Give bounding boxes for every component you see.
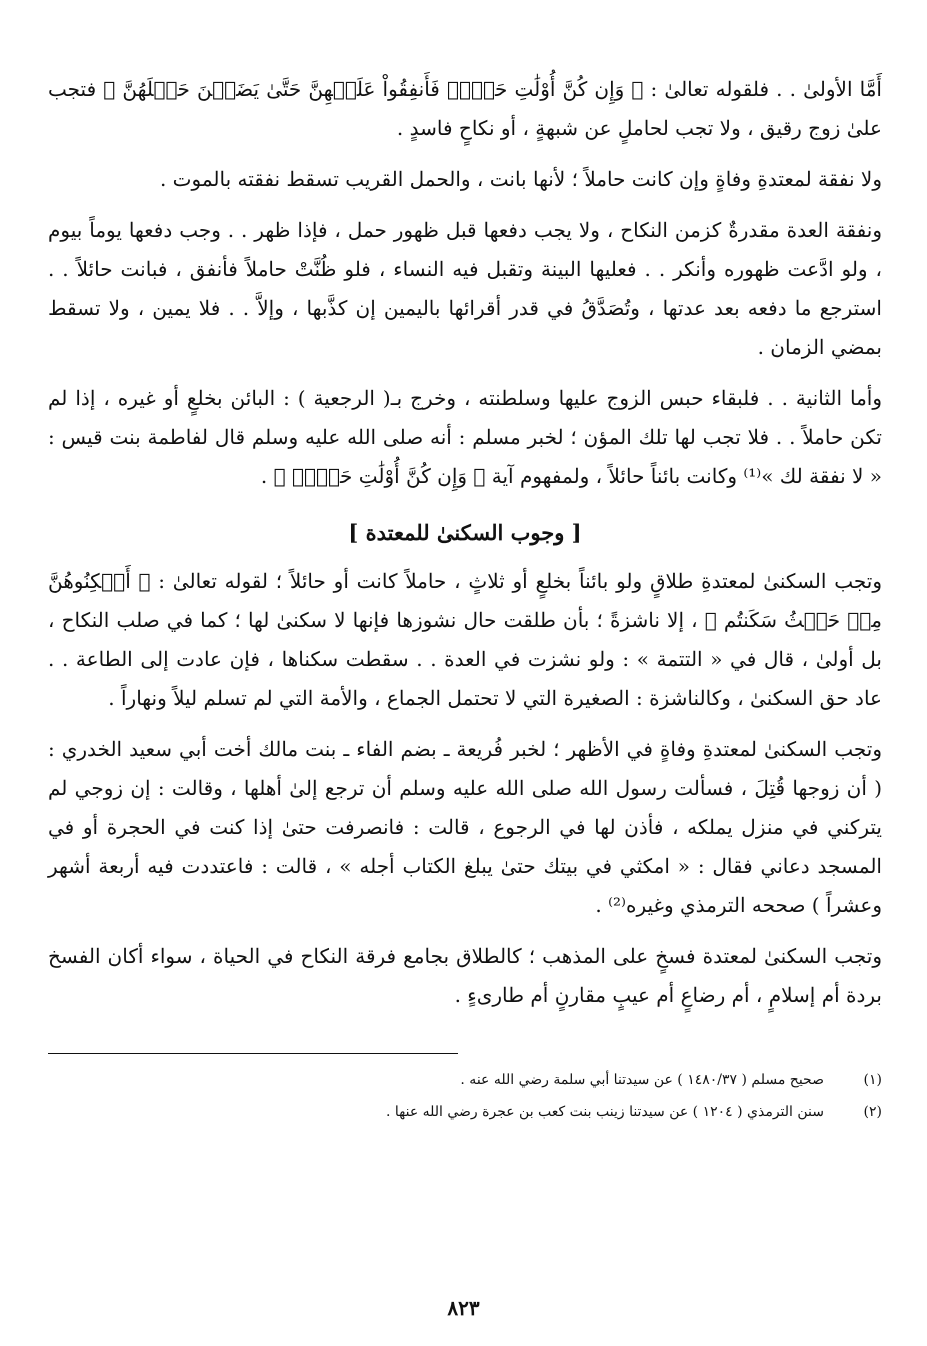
footnotes <box>48 1064 882 1128</box>
footnote-text: صحيح مسلم ( ١٤٨٠/٣٧ ) عن سيدتنا أبي سلمة رضي الله عنه . <box>460 1072 824 1088</box>
paragraph-housing-death: وتجب السكنىٰ لمعتدةِ وفاةٍ في الأظهر ؛ لخبر فُريعة ـ بضم الفاء ـ بنت مالك أخت أبي سعيد الخدري : ( أن زوجها قُتِلَ ، فسألت رسول الله صلى الله عليه وسلم أن ترجع إلىٰ أهلها ، وقالت : إن زوجي لم يتركني في منزل يملكه ، فأذن لها في الرجوع ، قالت : فانصرفت حتىٰ إذا كنت في الحجرة أو في المسجد دعاني فقال : « امكثي في بيتك حتىٰ يبلغ الكتاب أجله » ، قالت : فاعتددت فيه أربعة أشهر وعشراً ) صححه الترمذي وغيره⁽²⁾ . <box>48 737 882 917</box>
paragraph-first-case: أَمَّا الأولىٰ . . فلقوله تعالىٰ : ﴿ وَإِن كُنَّ أُوْلَٰتِ حَمۡلٖ فَأَنفِقُواْ عَلَيۡهِنَّ حَتَّىٰ يَضَعۡنَ حَمۡلَهُنَّ ﴾ فتجب علىٰ زوج رقيق ، ولا تجب لحاملٍ عن شبهةٍ ، أو نكاحٍ فاسدٍ . <box>48 77 882 140</box>
page-number: ٨٢٣ <box>447 1296 480 1320</box>
footnote-divider <box>48 1053 458 1054</box>
main-text <box>48 70 882 1015</box>
footnote-text: سنن الترمذي ( ١٢٠٤ ) عن سيدتنا زينب بنت كعب بن عجرة رضي الله عنها . <box>385 1104 824 1120</box>
footnote-number: (٢) <box>863 1104 882 1120</box>
paragraph-second-case: وأما الثانية . . فلبقاء حبس الزوج عليها وسلطنته ، وخرج بـ( الرجعية ) : البائن بخلعٍ أو غيره ، إذا لم تكن حاملاً . . فلا تجب لها تلك المؤن ؛ لخبر مسلم : أنه صلى الله عليه وسلم قال لفاطمة بنت قيس : « لا نفقة لك »⁽¹⁾ وكانت بائناً حائلاً ، ولمفهوم آية ﴿ وَإِن كُنَّ أُوْلَٰتِ حَمۡلٖ ﴾ . <box>48 386 882 488</box>
footnote-number: (١) <box>863 1072 882 1088</box>
paragraph-death-waiting: ولا نفقة لمعتدةِ وفاةٍ وإن كانت حاملاً ؛ لأنها بانت ، والحمل القريب تسقط نفقته بالموت . <box>159 167 882 191</box>
paragraph-waiting-maintenance: ونفقة العدة مقدرةٌ كزمن النكاح ، ولا يجب دفعها قبل ظهور حمل ، فإذا ظهر . . وجب دفعها يوماً بيوم ، ولو ادَّعت ظهوره وأنكر . . فعليها البينة وتقبل فيه النساء ، فلو ظُنَّتْ حاملاً فأنفق ، فبانت حائلاً . . استرجع ما دفعه بعد عدتها ، وتُصَدَّقُ في قدر أقرائها باليمين إن كذَّبها ، وإلاَّ . . فلا يمين ، ولا تسقط بمضي الزمان . <box>48 218 882 359</box>
paragraph-housing-divorce: وتجب السكنىٰ لمعتدةِ طلاقٍ ولو بائناً بخلعٍ أو ثلاثٍ ، حاملاً كانت أو حائلاً ؛ لقوله تعالىٰ : ﴿ أَسۡكِنُوهُنَّ مِنۡ حَيۡثُ سَكَنتُم ﴾ ، إلا ناشزةً ؛ بأن طلقت حال نشوزها فإنها لا سكنىٰ لها ؛ كما في صلب النكاح ، بل أولىٰ ، قال في « التتمة » : ولو نشزت في العدة . . سقطت سكناها ، فإن عادت إلى الطاعة . . عاد حق السكنىٰ ، وكالناشزة : الصغيرة التي لا تحتمل الجماع ، والأمة التي لم تسلم ليلاً ونهاراً . <box>48 569 882 710</box>
footnote-item <box>48 1064 882 1096</box>
paragraph-housing-annulment: وتجب السكنىٰ لمعتدة فسخٍ على المذهب ؛ كالطلاق بجامع فرقة النكاح في الحياة ، سواء أكان الفسخ بردة أم إسلامٍ ، أم رضاعٍ أم عيبٍ مقارنٍ أم طارىءٍ . <box>48 944 882 1007</box>
footnote-item <box>48 1096 882 1128</box>
section-heading: [ وجوب السكنىٰ للمعتدة ] <box>348 520 582 545</box>
